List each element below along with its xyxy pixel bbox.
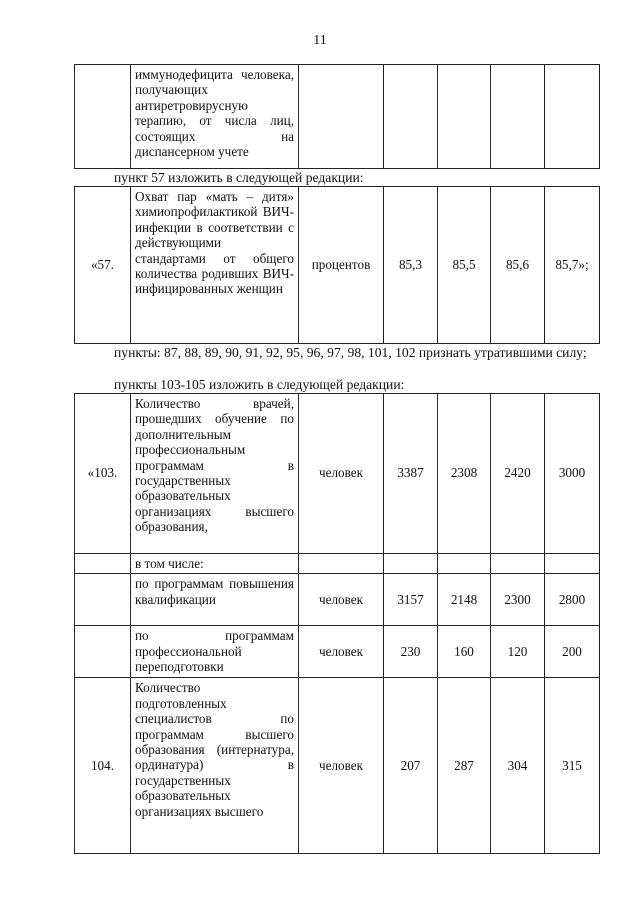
value-cell: 2148 (438, 574, 491, 626)
value-cell (545, 554, 600, 574)
value-cell: 3157 (384, 574, 438, 626)
value-cell: 207 (384, 678, 438, 854)
value-cell: 3000 (545, 394, 600, 554)
value-cell: 85,7»; (545, 187, 600, 344)
value-cell: 120 (491, 626, 545, 678)
value-cell: 2308 (438, 394, 491, 554)
value-cell: 230 (384, 626, 438, 678)
indicator-table-continuation (74, 64, 600, 169)
row-number: «103. (75, 394, 131, 554)
value-cell: 85,3 (384, 187, 438, 344)
unit-cell: процентов (299, 187, 384, 344)
table-row (75, 574, 600, 626)
value-cell (491, 65, 545, 169)
value-cell: 2800 (545, 574, 600, 626)
value-cell (438, 554, 491, 574)
unit-cell (299, 554, 384, 574)
unit-cell: человек (299, 678, 384, 854)
value-cell (545, 65, 600, 169)
indicator-description: Количество подготовленных специалистов по программам высшего образования (интернатура, ординатура) в государственных образовательных организациях высшего (131, 678, 299, 854)
paragraph-points-103-105: пункты 103-105 изложить в следующей редакции: (114, 377, 405, 392)
unit-cell: человек (299, 626, 384, 678)
indicator-description: в том числе: (131, 554, 299, 574)
unit-cell: человек (299, 394, 384, 554)
row-number (75, 554, 131, 574)
value-cell: 85,6 (491, 187, 545, 344)
table-row (75, 554, 600, 574)
unit-cell: человек (299, 574, 384, 626)
value-cell: 287 (438, 678, 491, 854)
value-cell: 160 (438, 626, 491, 678)
table-row (75, 187, 600, 344)
row-number (75, 626, 131, 678)
table-row (75, 394, 600, 554)
indicator-description: иммунодефицита человека, получающих антиретровирусную терапию, от числа лиц, состоящих на диспансерном учете (131, 65, 299, 169)
paragraph-repealed-points: пункты: 87, 88, 89, 90, 91, 92, 95, 96, 97, 98, 101, 102 признать утратившими силу; (114, 345, 587, 360)
row-number (75, 574, 131, 626)
value-cell: 85,5 (438, 187, 491, 344)
indicator-description: Охват пар «мать – дитя» химиопрофилактикой ВИЧ-инфекции в соответствии с действующими стандартами от общего количества родивших ВИЧ-инфицированных женщин (131, 187, 299, 344)
indicator-description: Количество врачей, прошедших обучение по дополнительным профессиональным программам в государственных образовательных организациях высшего образования, (131, 394, 299, 554)
row-number: «57. (75, 187, 131, 344)
indicator-table-points-103-105 (74, 393, 600, 854)
value-cell (384, 65, 438, 169)
page-number: 11 (313, 33, 327, 48)
value-cell (438, 65, 491, 169)
indicator-description: по программам профессиональной переподготовки (131, 626, 299, 678)
table-row (75, 65, 600, 169)
value-cell: 2300 (491, 574, 545, 626)
value-cell: 200 (545, 626, 600, 678)
table-row (75, 626, 600, 678)
value-cell: 315 (545, 678, 600, 854)
unit-cell (299, 65, 384, 169)
value-cell: 304 (491, 678, 545, 854)
table-row (75, 678, 600, 854)
row-number (75, 65, 131, 169)
indicator-description: по программам повышения квалификации (131, 574, 299, 626)
paragraph-point-57: пункт 57 изложить в следующей редакции: (114, 170, 364, 185)
value-cell: 2420 (491, 394, 545, 554)
value-cell (491, 554, 545, 574)
row-number: 104. (75, 678, 131, 854)
value-cell: 3387 (384, 394, 438, 554)
value-cell (384, 554, 438, 574)
indicator-table-point-57 (74, 186, 600, 344)
